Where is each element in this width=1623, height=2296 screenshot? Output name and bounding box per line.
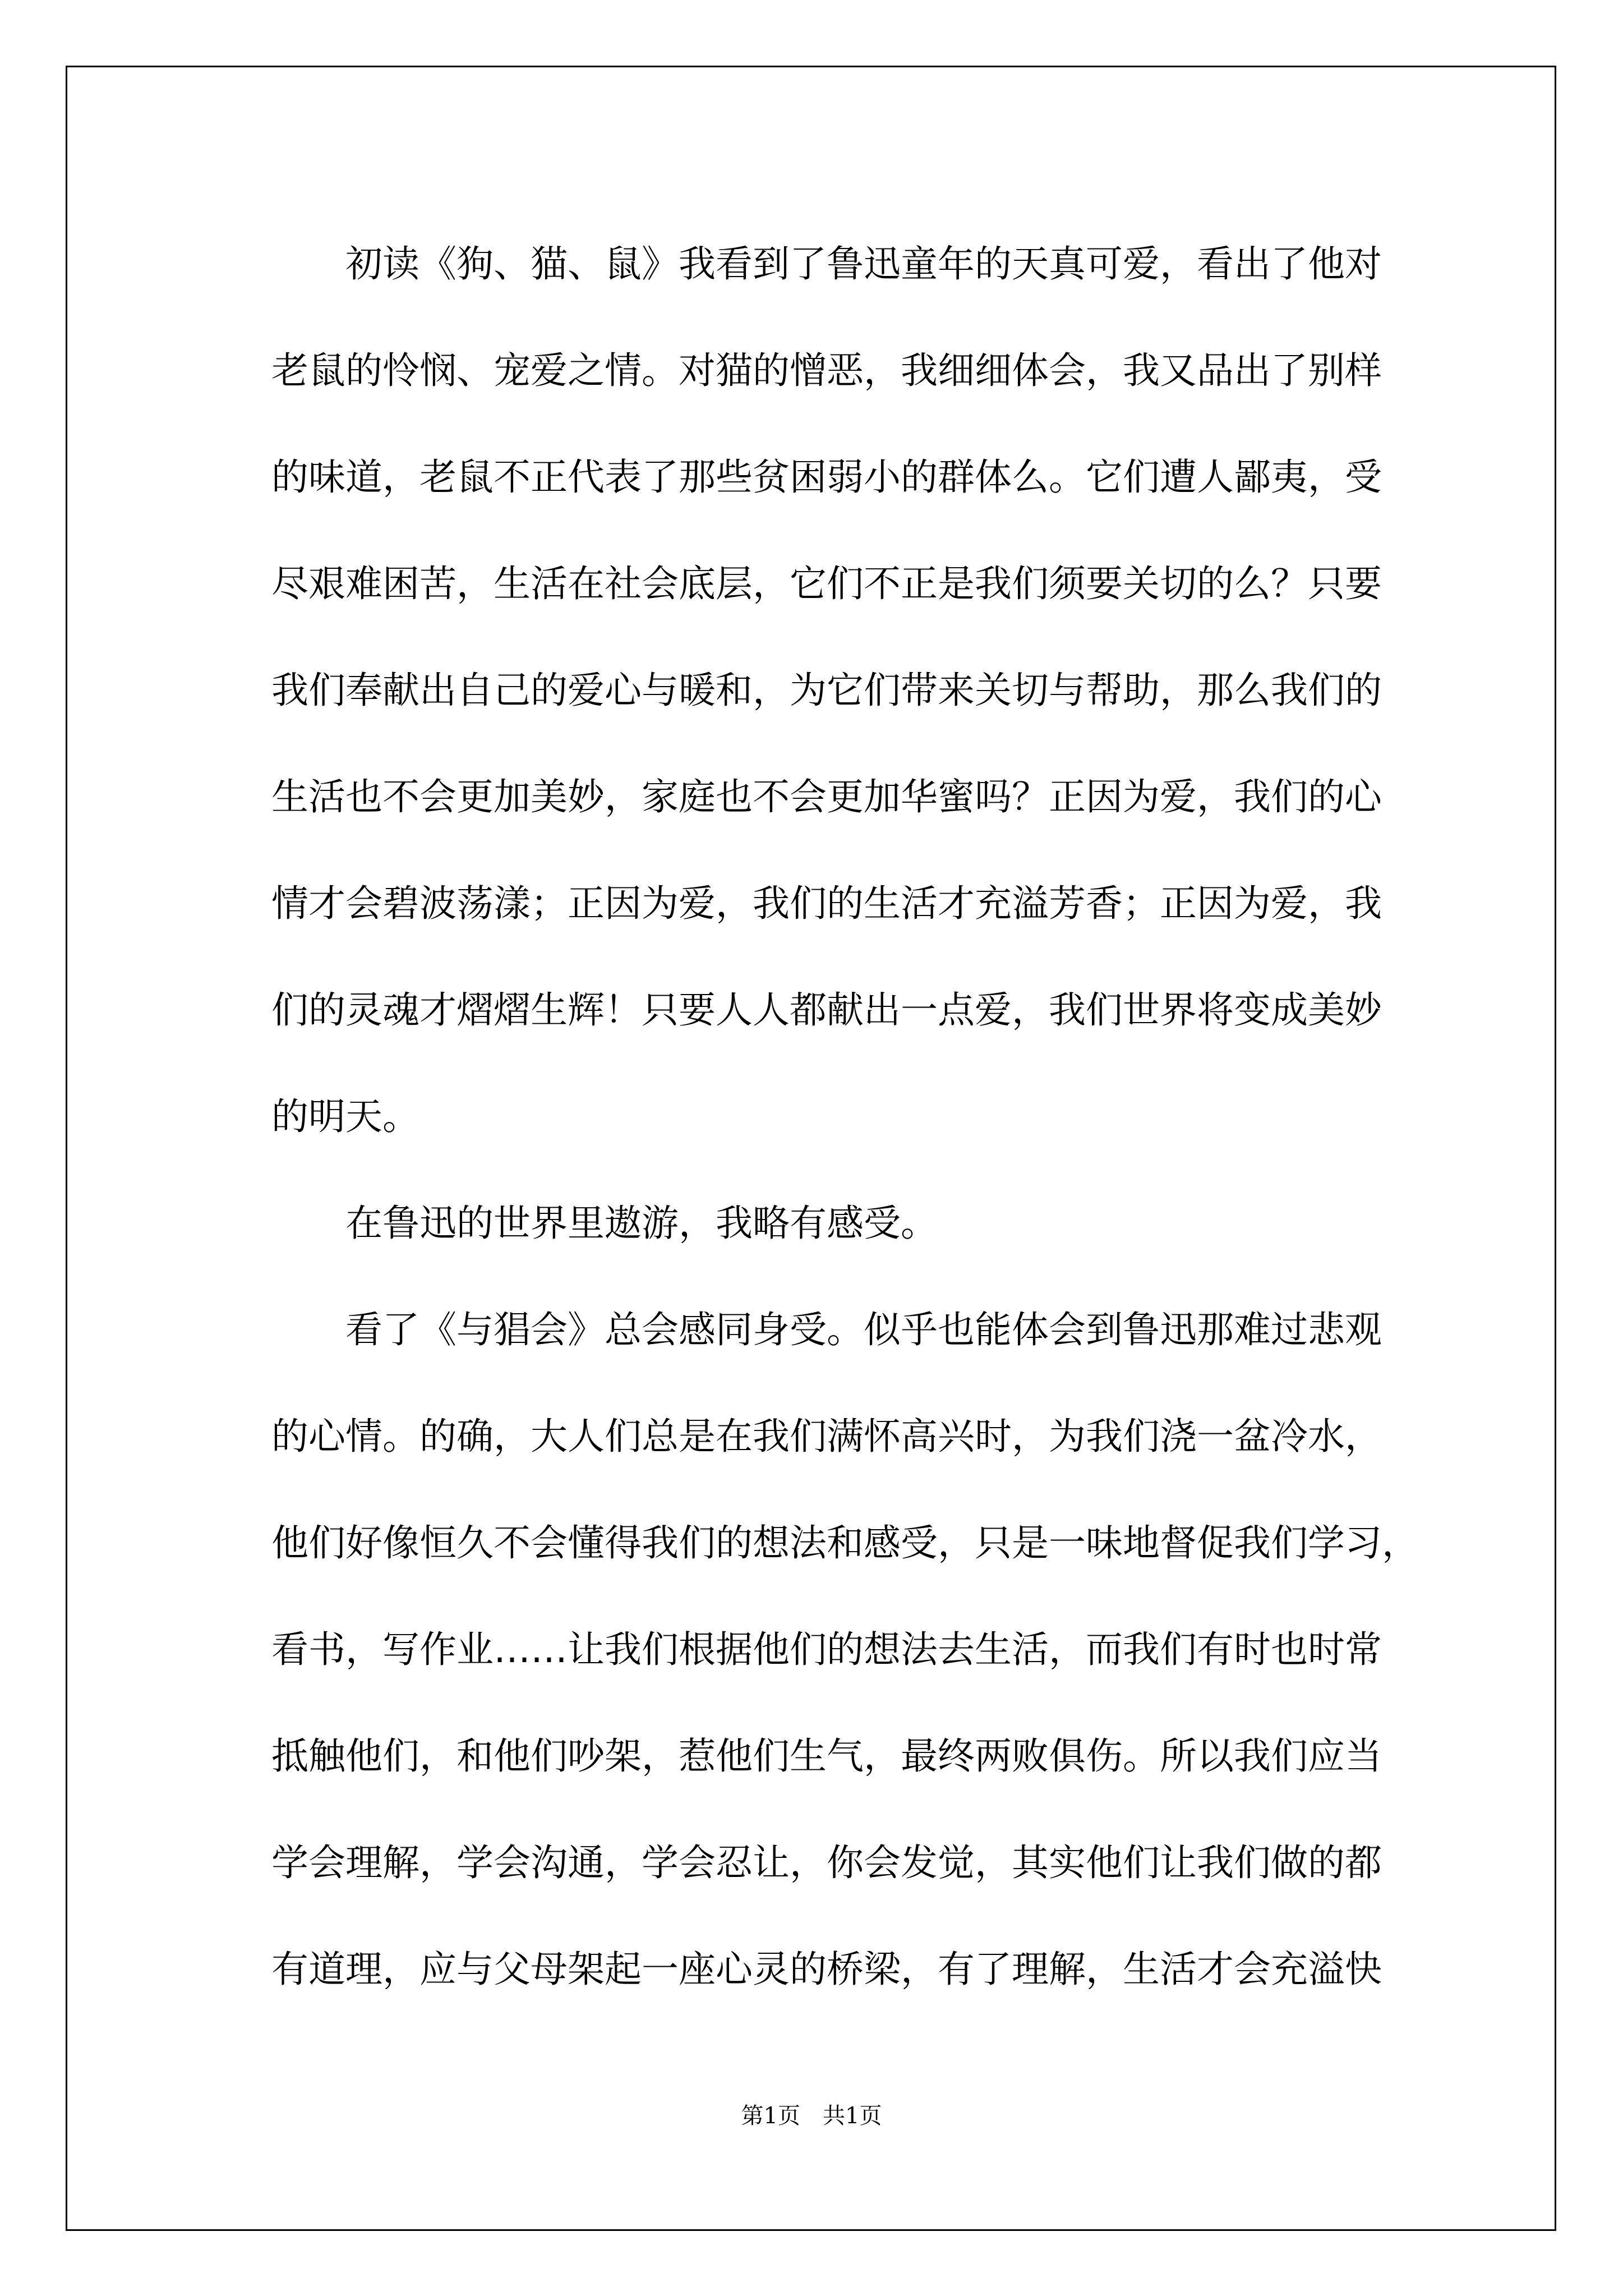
text-line: 生活也不会更加美妙，家庭也不会更加华蜜吗？正因为爱，我们的心 (271, 775, 1382, 818)
paragraph-2 (197, 1170, 1437, 1277)
text-line: 初读《狗、猫、鼠》我看到了鲁迅童年的天真可爱，看出了他对 (345, 242, 1382, 286)
text-line: 情才会碧波荡漾；正因为爱，我们的生活才充溢芳香；正因为爱，我 (271, 882, 1382, 925)
text-line: 看书，写作业……让我们根据他们的想法去生活，而我们有时也时常 (271, 1628, 1382, 1671)
text-line: 他们好像恒久不会懂得我们的想法和感受，只是一味地督促我们学习， (271, 1521, 1419, 1565)
text-line: 在鲁迅的世界里遨游，我略有感受。 (345, 1202, 938, 1245)
paragraph-1 (197, 211, 1437, 1170)
text-line: 的心情。的确，大人们总是在我们满怀高兴时，为我们浇一盆冷水， (271, 1415, 1382, 1458)
paragraph-3 (197, 1277, 1437, 2023)
text-line: 看了《与猖会》总会感同身受。似乎也能体会到鲁迅那难过悲观 (345, 1308, 1382, 1351)
text-line: 抵触他们，和他们吵架，惹他们生气，最终两败俱伤。所以我们应当 (271, 1734, 1382, 1778)
text-line: 的味道，老鼠不正代表了那些贫困弱小的群体么。它们遭人鄙夷，受 (271, 455, 1382, 499)
document-body (197, 211, 1437, 2023)
text-line: 的明天。 (271, 1095, 419, 1138)
text-line: 我们奉献出自己的爱心与暖和，为它们带来关切与帮助，那么我们的 (271, 669, 1382, 712)
page-footer: 第1页 共1页 (741, 2103, 882, 2129)
text-line: 有道理，应与父母架起一座心灵的桥梁，有了理解，生活才会充溢快 (271, 1948, 1382, 1991)
text-line: 老鼠的怜悯、宠爱之情。对猫的憎恶，我细细体会，我又品出了别样 (271, 349, 1382, 392)
text-line: 尽艰难困苦，生活在社会底层，它们不正是我们须要关切的么？只要 (271, 562, 1382, 605)
text-line: 们的灵魂才熠熠生辉！只要人人都献出一点爱，我们世界将变成美妙 (271, 988, 1382, 1032)
text-line: 学会理解，学会沟通，学会忍让，你会发觉，其实他们让我们做的都 (271, 1841, 1382, 1884)
